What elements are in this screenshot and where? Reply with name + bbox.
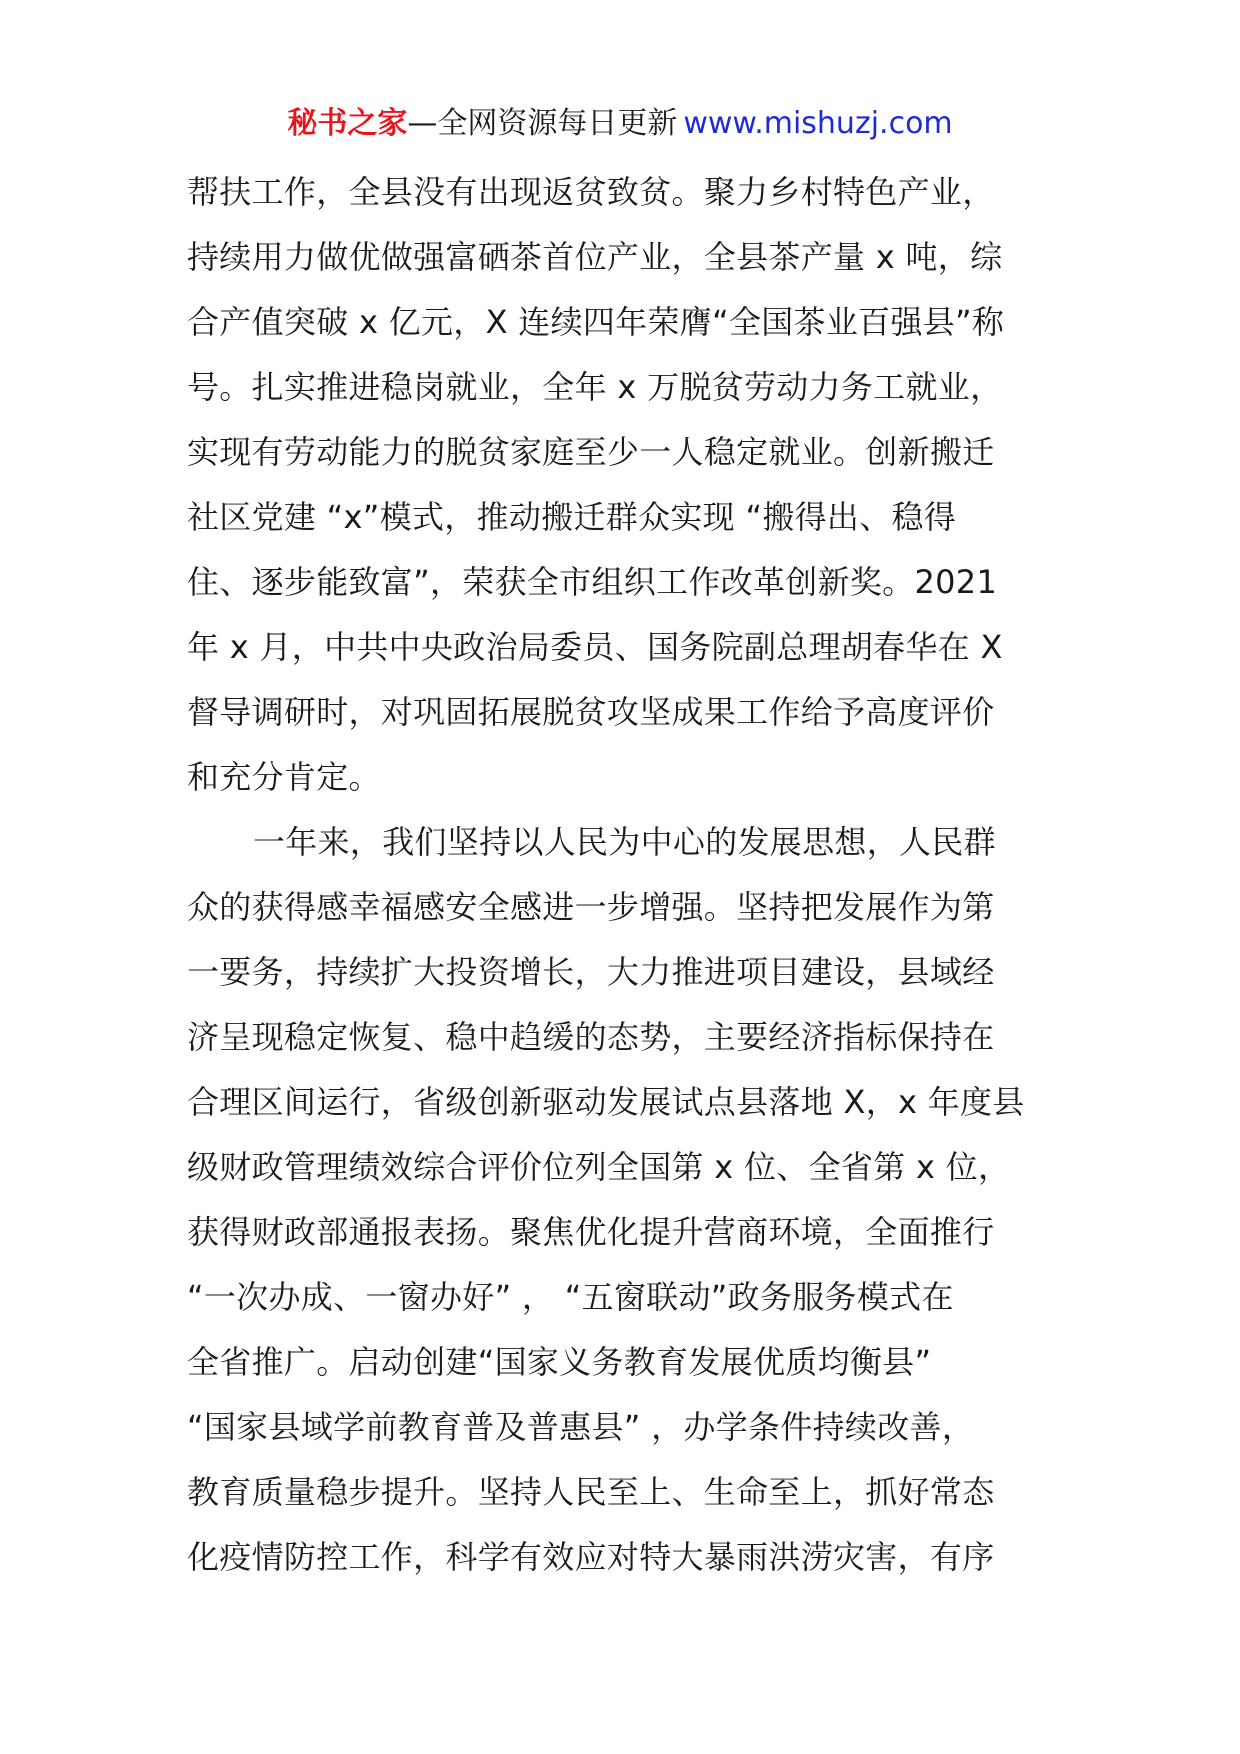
text-line: 一年来，我们坚持以人民为中心的发展思想，人民群	[253, 823, 996, 861]
document-body	[187, 160, 1057, 1590]
text-line: 级财政管理绩效综合评价位列全国第 x 位、全省第 x 位，	[187, 1148, 1011, 1186]
text-line: 实现有劳动能力的脱贫家庭至少一人稳定就业。创新搬迁	[187, 433, 995, 471]
text-line: “一次办成、一窗办好” ， “五窗联动”政务服务模式在	[187, 1278, 954, 1316]
text-line: “国家县域学前教育普及普惠县” ，办学条件持续改善，	[187, 1408, 975, 1446]
text-line: 化疫情防控工作，科学有效应对特大暴雨洪涝灾害，有序	[187, 1538, 995, 1576]
brand-name: 秘书之家	[287, 106, 408, 141]
text-line: 济呈现稳定恢复、稳中趋缓的态势，主要经济指标保持在	[187, 1018, 995, 1056]
text-line: 帮扶工作，全县没有出现返贫致贫。聚力乡村特色产业，	[187, 173, 995, 211]
text-line: 合理区间运行，省级创新驱动发展试点县落地 X，x 年度县	[187, 1083, 1025, 1121]
text-line: 持续用力做优做强富硒茶首位产业，全县茶产量 x 吨，综	[187, 238, 1003, 276]
text-line: 和充分肯定。	[187, 758, 381, 796]
text-line: 教育质量稳步提升。坚持人民至上、生命至上，抓好常态	[187, 1473, 995, 1511]
text-line: 一要务，持续扩大投资增长，大力推进项目建设，县域经	[187, 953, 995, 991]
text-line: 社区党建 “x”模式，推动搬迁群众实现 “搬得出、稳得	[187, 498, 957, 536]
text-line: 督导调研时，对巩固拓展脱贫攻坚成果工作给予高度评价	[187, 693, 995, 731]
page-header	[0, 100, 1240, 148]
text-line: 年 x 月，中共中央政治局委员、国务院副总理胡春华在 X	[187, 628, 1003, 666]
text-line: 住、逐步能致富”，荣获全市组织工作改革创新奖。2021	[187, 563, 998, 601]
text-line: 合产值突破 x 亿元，X 连续四年荣膺“全国茶业百强县”称	[187, 303, 1005, 341]
text-line: 号。扎实推进稳岗就业，全年 x 万脱贫劳动力务工就业，	[187, 368, 1003, 406]
text-line: 众的获得感幸福感安全感进一步增强。坚持把发展作为第	[187, 888, 995, 926]
text-line: 获得财政部通报表扬。聚焦优化提升营商环境，全面推行	[187, 1213, 995, 1251]
text-line: 全省推广。启动创建“国家义务教育发展优质均衡县”	[187, 1343, 932, 1381]
header-tagline: —全网资源每日更新	[407, 106, 678, 141]
site-url-link[interactable]: www.mishuzj.com	[683, 106, 953, 141]
